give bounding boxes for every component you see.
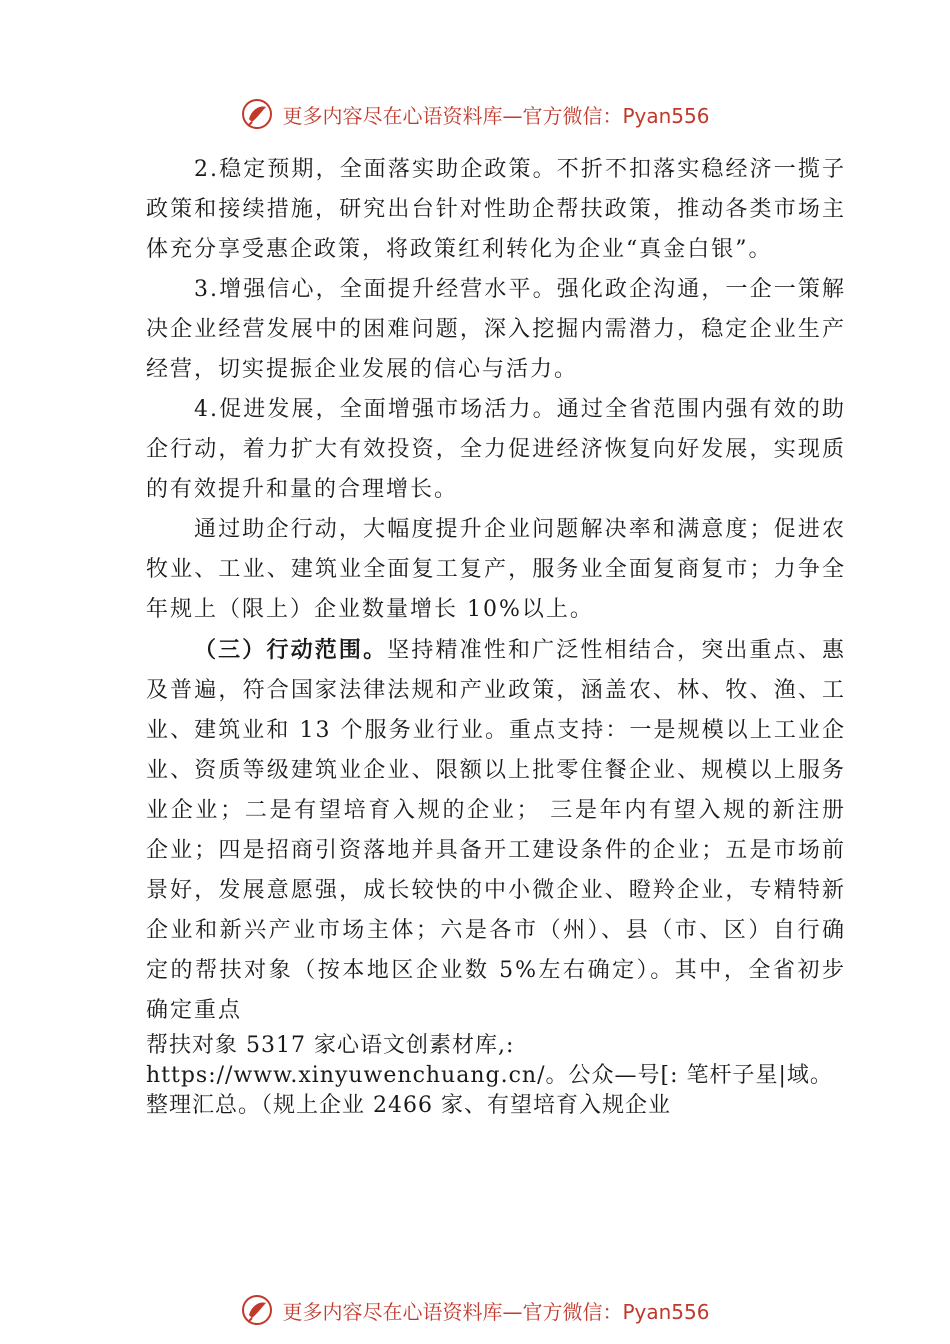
brand-logo-icon (240, 1293, 274, 1327)
watermark-text: 更多内容尽在心语资料库—官方微信：Pyan556 (282, 103, 710, 128)
paragraph-confidence: 3.增强信心，全面提升经营水平。强化政企沟通，一企一策解决企业经营发展中的困难问题，深入挖掘内需潜力，稳定企业生产经营，切实提振企业发展的信心与活力。 (146, 277, 846, 382)
tail-line: 帮扶对象 5317 家心语文创素材库,: (146, 1033, 515, 1058)
watermark-banner-bottom (0, 1290, 950, 1330)
document-body (146, 150, 846, 1121)
watermark-banner-top (0, 94, 950, 134)
brand-logo-icon (240, 97, 274, 131)
tail-line: 整理汇总。（规上企业 2466 家、有望培育入规企业 (146, 1093, 671, 1118)
tail-line-url: https://www.xinyuwenchuang.cn/。公众—号[: 笔杆子星|域。 (146, 1063, 833, 1088)
paragraph-stabilize: 2.稳定预期，全面落实助企政策。不折不扣落实稳经济一揽子政策和接续措施，研究出台针对性助企帮扶政策，推动各类市场主体充分享受惠企政策，将政策红利转化为企业“真金白银”。 (146, 157, 846, 262)
paragraph-development: 4.促进发展，全面增强市场活力。通过全省范围内强有效的助企行动，着力扩大有效投资，全力促进经济恢复向好发展，实现质的有效提升和量的合理增长。 (146, 397, 846, 502)
paragraph-scope (146, 630, 846, 1031)
section-heading: （三）行动范围。 (194, 637, 388, 663)
section-body: 坚持精准性和广泛性相结合，突出重点、惠及普遍，符合国家法律法规和产业政策，涵盖农、林、牧、渔、工业、建筑业和 13 个服务业行业。重点支持：一是规模以上工业企业、资质等级建筑业企业、限额以上批零住餐企业、规模以上服务业企业；二是有望培育入规的企业； 三是年内有望入规的新注册企业；四是招商引资落地并具备开工建设条件的企业；五是市场前景好，发展意愿强，成长较快的中小微企业、瞪羚企业，专精特新企业和新兴产业市场主体；六是各市（州）、县（市、区）自行确定的帮扶对象（按本地区企业数 5%左右确定）。其中，全省初步确定重点 (146, 638, 846, 1023)
watermark-text: 更多内容尽在心语资料库—官方微信：Pyan556 (282, 1299, 710, 1324)
paragraph-goals: 通过助企行动，大幅度提升企业问题解决率和满意度；促进农牧业、工业、建筑业全面复工复产，服务业全面复商复市；力争全年规上（限上）企业数量增长 10%以上。 (146, 517, 846, 622)
